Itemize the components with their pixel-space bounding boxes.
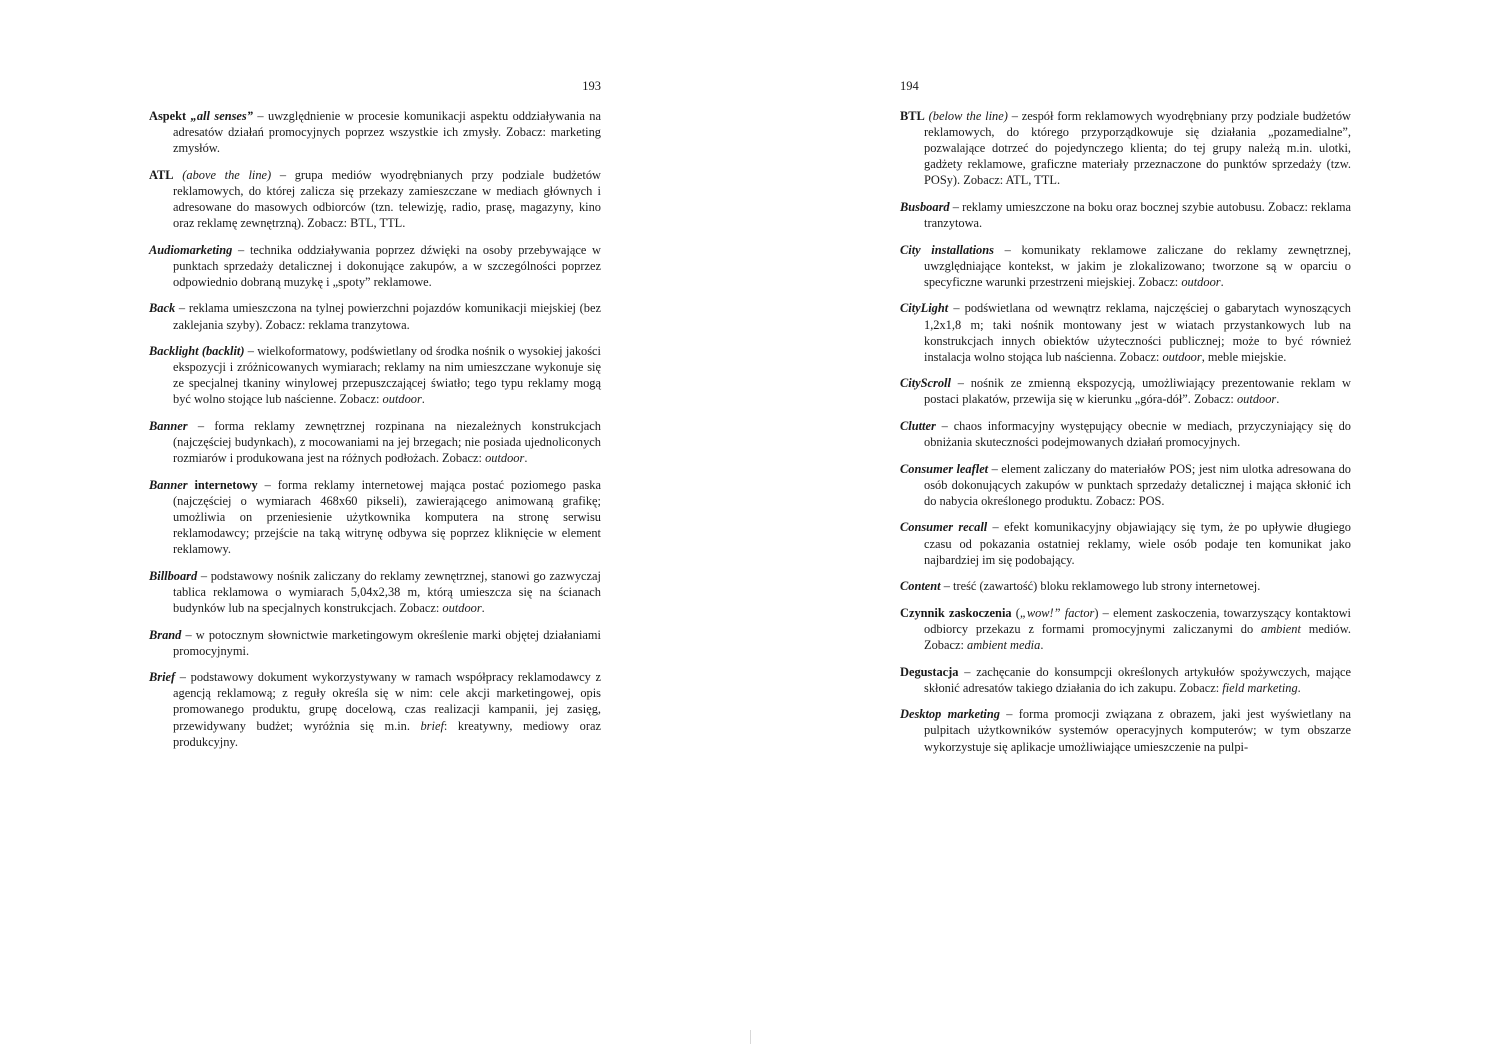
glossary-entries bbox=[149, 108, 601, 760]
entry-definition: – technika oddziaływania poprzez dźwięki na osoby przebywające w punktach sprzedaży detalicznej i dokonujące zakupów, a w szczególności poprzez odpowiednio dobraną muzykę i „spoty” reklamowe. bbox=[173, 242, 601, 289]
entry-term: Consumer recall bbox=[900, 520, 988, 535]
glossary-entry bbox=[149, 568, 601, 616]
glossary-entry bbox=[900, 242, 1351, 290]
glossary-entry bbox=[900, 418, 1351, 450]
entry-term: CityScroll bbox=[900, 376, 951, 391]
glossary-entry bbox=[149, 669, 601, 749]
book-gutter bbox=[750, 1030, 751, 1044]
entry-definition: – reklama umieszczona na tylnej powierzchni pojazdów komunikacji miejskiej (bez zaklejania szyby). Zobacz: reklama tranzytowa. bbox=[173, 301, 601, 332]
entry-term: Desktop marketing bbox=[900, 707, 1000, 722]
glossary-entries bbox=[900, 108, 1351, 765]
entry-term: Audiomarketing bbox=[149, 242, 233, 257]
glossary-entry bbox=[149, 242, 601, 290]
entry-definition: – treść (zawartość) bloku reklamowego lub strony internetowej. bbox=[940, 579, 1261, 594]
glossary-entry bbox=[900, 300, 1351, 364]
entry-definition: – podstawowy dokument wykorzystywany w ramach współpracy reklamodawcy z agencją reklamową; z reguły określa się w nim: cele akcji marketingowej, opis promowanego produktu, grupę docelową, czas realizacji kampanii, jej zasięg, przewidywany budżet; wyróżnia się m.in. brief: kreatywny, mediowy oraz produkcyjny. bbox=[173, 670, 601, 749]
glossary-entry bbox=[149, 108, 601, 156]
entry-term: Content bbox=[900, 579, 941, 594]
entry-term: Degustacja bbox=[900, 664, 959, 679]
entry-definition: – forma reklamy zewnętrznej rozpinana na niezależnych konstrukcjach (najczęściej budynkach), z mocowaniami na jej brzegach; nie posiada ujednoliconych rozmiarów i produkowana jest na różnych podłożach. Zobacz: outdoor. bbox=[173, 419, 601, 466]
entry-definition: – uwzględnienie w procesie komunikacji aspektu oddziaływania na adresatów działań promocyjnych poprzez wszystkie ich zmysły. Zobacz: marketing zmysłów. bbox=[173, 109, 601, 156]
entry-term: ATL bbox=[149, 167, 174, 182]
entry-term: Backlight (backlit) bbox=[149, 344, 245, 359]
glossary-entry bbox=[900, 199, 1351, 231]
glossary-entry bbox=[149, 477, 601, 557]
entry-term: Back bbox=[149, 301, 176, 316]
entry-term: Czynnik zaskoczenia bbox=[900, 605, 1012, 620]
entry-definition: – wielkoformatowy, podświetlany od środka nośnik o wysokiej jakości ekspozycji i zróżnicowanych wymiarach; reklamy na nim umieszczane wykonuje się ze specjalnej tkaniny winylowej przepuszczającej światło; tego typu reklamy mogą być wolno stojące lub naścienne. Zobacz: outdoor. bbox=[173, 344, 601, 407]
entry-definition: – chaos informacyjny występujący obecnie w mediach, przyczyniający się do obniżania skuteczności podejmowanych działań promocyjnych. bbox=[924, 419, 1351, 450]
page-number: 194 bbox=[900, 79, 919, 93]
glossary-entry bbox=[149, 418, 601, 466]
entry-definition: – forma reklamy internetowej mająca postać poziomego paska (najczęściej o wymiarach 468x60 pikseli), zawierającego animowaną grafikę; umożliwia on przeniesienie użytkownika komputera na stronę serwisu reklamodawcy; przejście na taką witrynę odbywa się poprzez kliknięcie w element reklamowy. bbox=[173, 477, 601, 557]
entry-term: Billboard bbox=[149, 568, 198, 583]
glossary-entry bbox=[900, 706, 1351, 754]
entry-term: Busboard bbox=[900, 199, 950, 214]
entry-definition: – w potocznym słownictwie marketingowym określenie marki objętej działaniami promocyjnymi. bbox=[173, 627, 601, 658]
entry-term: Consumer leaflet bbox=[900, 461, 989, 476]
entry-definition: – podstawowy nośnik zaliczany do reklamy zewnętrznej, stanowi go zazwyczaj tablica reklamowa o wymiarach 5,04x2,38 m, którą umieszcza się na ścianach budynków lub na specjalnych konstrukcjach. Zobacz: outdoor. bbox=[173, 568, 601, 615]
entry-definition: – reklamy umieszczone na boku oraz bocznej szybie autobusu. Zobacz: reklama tranzytowa. bbox=[924, 199, 1351, 231]
entry-definition: – forma promocji związana z obrazem, jaki jest wyświetlany na pulpitach użytkowników systemów operacyjnych komputerów; w tym obszarze wykorzystuje się aplikacje umożliwiające umieszczenie na pulpi- bbox=[924, 707, 1351, 754]
entry-definition: – zachęcanie do konsumpcji określonych artykułów spożywczych, mające skłonić adresatów takiego działania do ich zakupu. Zobacz: field marketing. bbox=[924, 664, 1351, 695]
entry-term: Clutter bbox=[900, 419, 936, 433]
entry-definition: – komunikaty reklamowe zaliczane do reklamy zewnętrznej, uwzględniające kontekst, w jakim je zlokalizowano; tworzone są w oparciu o specyficzne warunki przestrzeni miejskiej. Zobacz: outdoor. bbox=[924, 242, 1351, 289]
entry-term: Brand bbox=[149, 627, 182, 642]
entry-definition: – efekt komunikacyjny objawiający się tym, że po upływie długiego czasu od pokazania ostatniej reklamy, wiele osób podaje ten komunikat jako najbardziej im się podobający. bbox=[924, 520, 1351, 567]
glossary-entry bbox=[900, 519, 1351, 567]
entry-term: CityLight bbox=[900, 301, 949, 316]
entry-term: BTL bbox=[900, 109, 925, 123]
entry-term: Brief bbox=[149, 670, 176, 685]
entry-term: Aspekt „all senses” bbox=[149, 109, 253, 123]
entry-definition: – podświetlana od wewnątrz reklama, najczęściej o gabarytach wynoszących 1,2x1,8 m; taki nośnik montowany jest w wiatach przystankowych lub na konstrukcjach innych obiektów użyteczności publicznej; może to być również instalacja wolno stojąca lub naścienna. Zobacz: outdoor, meble miejskie. bbox=[924, 301, 1351, 364]
glossary-entry bbox=[900, 578, 1351, 594]
glossary-entry bbox=[149, 627, 601, 659]
left-page bbox=[149, 0, 601, 1061]
entry-definition: – element zaliczany do materiałów POS; jest nim ulotka adresowana do osób dokonujących zakupów w punktach sprzedaży detalicznej i mająca skłonić ich do nabycia określonego produktu. Zobacz: POS. bbox=[924, 461, 1351, 508]
page-number: 193 bbox=[582, 79, 601, 93]
glossary-entry bbox=[900, 375, 1351, 407]
glossary-entry bbox=[149, 167, 601, 231]
glossary-entry bbox=[149, 343, 601, 407]
entry-term: Banner bbox=[149, 419, 188, 433]
entry-definition: (above the line) – grupa mediów wyodrębnianych przy podziale budżetów reklamowych, do której zalicza się przekazy zamieszczane w mediach głównych i adresowane do masowych odbiorców (tzn. telewizję, radio, prasę, magazyny, kino oraz reklamę zewnętrzną). Zobacz: BTL, TTL. bbox=[173, 167, 601, 231]
glossary-entry bbox=[900, 664, 1351, 696]
entry-definition: – nośnik ze zmienną ekspozycją, umożliwiający prezentowanie reklam w postaci plakatów, przewija się w kierunku „góra-dół”. Zobacz: outdoor. bbox=[924, 376, 1351, 407]
glossary-entry bbox=[900, 605, 1351, 653]
entry-term: City installations bbox=[900, 242, 994, 257]
entry-definition: (below the line) – zespół form reklamowych wyodrębniany przy podziale budżetów reklamowych, do którego przyporządkowuje się działania „pozamedialne”, pozwalające dotrzeć do pojedynczego klienta; do tej grupy należą m.in. ulotki, gadżety reklamowe, graficzne materiały przeznaczone do punktów sprzedaży (tzw. POSy). Zobacz: ATL, TTL. bbox=[924, 109, 1351, 188]
right-page bbox=[900, 0, 1351, 1061]
entry-term: Banner internetowy bbox=[149, 477, 258, 492]
glossary-entry bbox=[900, 108, 1351, 188]
entry-definition: („wow!” factor) – element zaskoczenia, towarzyszący kontaktowi odbiorcy przekazu z formami promocyjnymi zaliczanymi do ambient mediów. Zobacz: ambient media. bbox=[924, 605, 1351, 653]
glossary-entry bbox=[149, 300, 601, 332]
glossary-entry bbox=[900, 461, 1351, 509]
